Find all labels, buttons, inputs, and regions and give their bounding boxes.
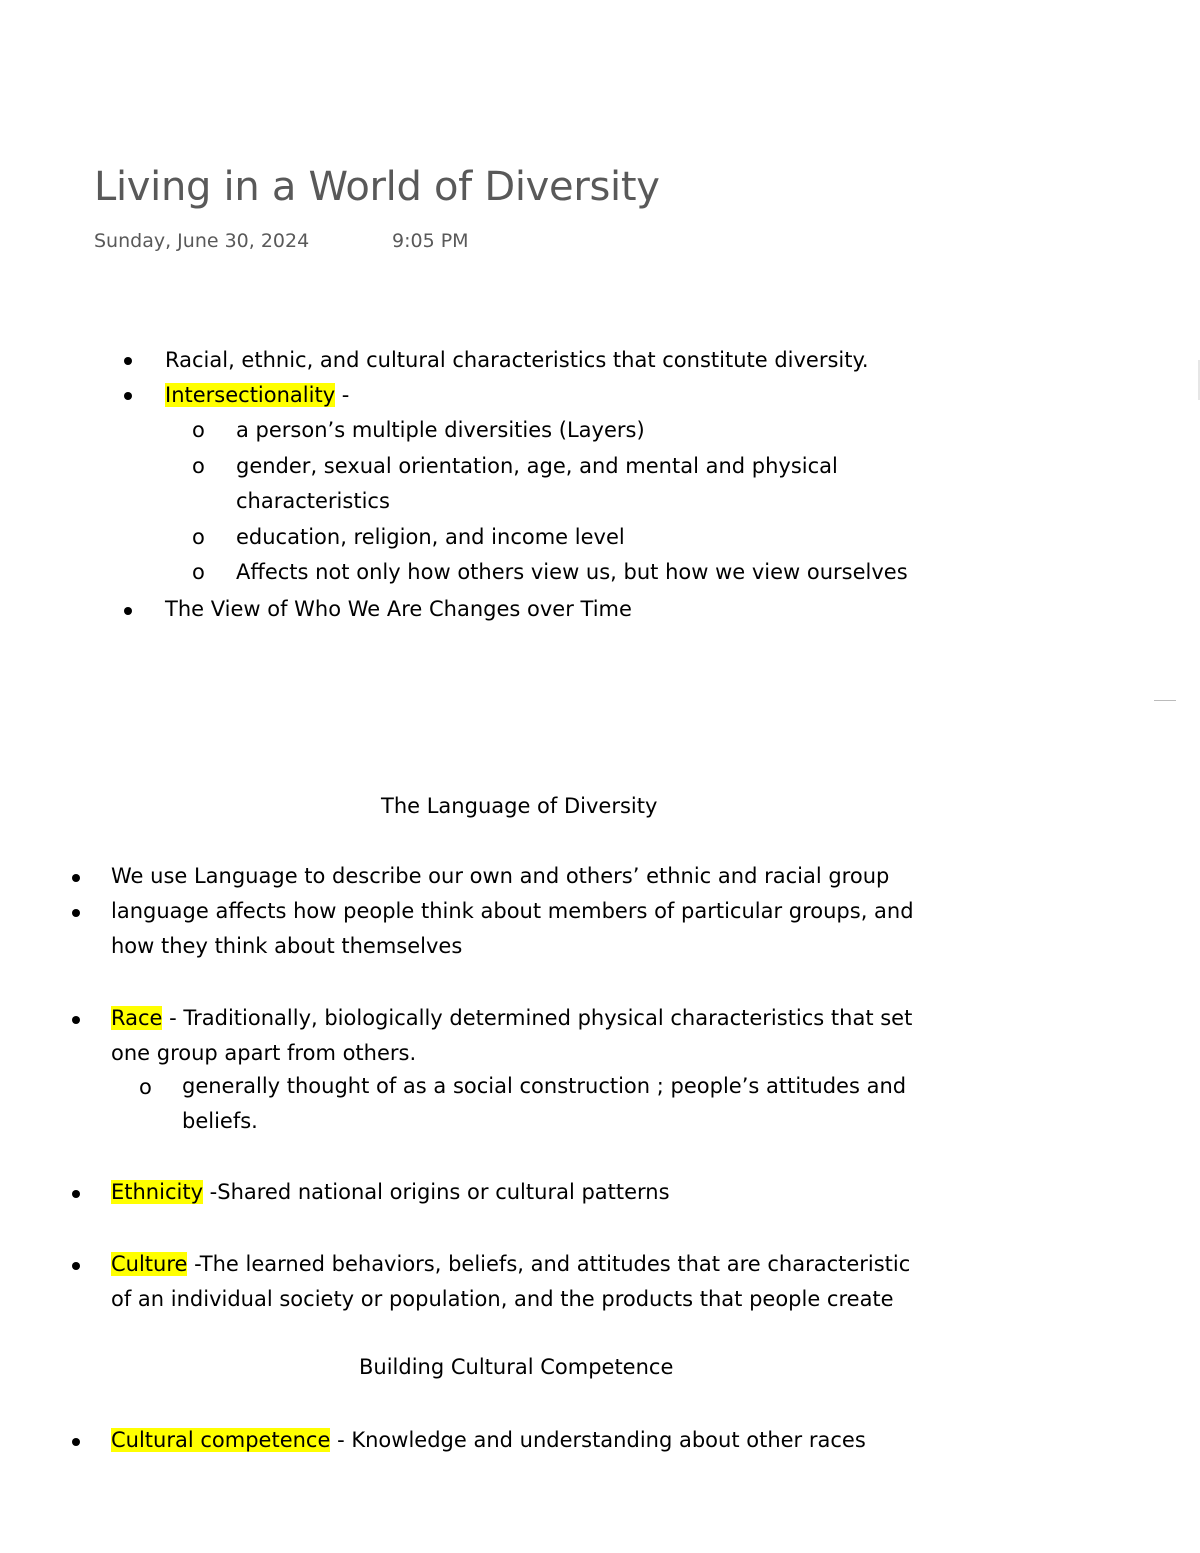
list-item: Intersectionality - — [165, 383, 350, 407]
list-item: Affects not only how others view us, but how we view ourselves — [236, 560, 908, 584]
sub-bullet-marker: o — [139, 1075, 152, 1099]
page-time: 9:05 PM — [392, 230, 469, 252]
list-item: generally thought of as a social construction ; people’s attitudes and — [182, 1074, 907, 1098]
bullet-icon — [72, 1262, 80, 1270]
bullet-icon — [124, 607, 132, 615]
list-item-continuation: how they think about themselves — [111, 934, 463, 958]
list-item: education, religion, and income level — [236, 525, 625, 549]
list-item: The View of Who We Are Changes over Time — [165, 597, 632, 621]
bullet-icon — [124, 357, 132, 365]
list-item: Culture -The learned behaviors, beliefs, and attitudes that are characteristic — [111, 1252, 911, 1276]
sub-bullet-marker: o — [192, 418, 205, 442]
bullet-icon — [72, 1190, 80, 1198]
highlighted-term: Race — [111, 1006, 163, 1030]
bullet-icon — [72, 909, 80, 917]
list-item: language affects how people think about members of particular groups, and — [111, 899, 914, 923]
list-item: Cultural competence - Knowledge and understanding about other races — [111, 1428, 866, 1452]
highlighted-term: Intersectionality — [165, 383, 336, 407]
sub-bullet-marker: o — [192, 560, 205, 584]
page-date: Sunday, June 30, 2024 — [94, 230, 310, 252]
bullet-icon — [72, 1016, 80, 1024]
list-item: Race - Traditionally, biologically determined physical characteristics that set — [111, 1006, 913, 1030]
list-item: gender, sexual orientation, age, and mental and physical — [236, 454, 838, 478]
bullet-icon — [72, 874, 80, 882]
list-item-continuation: of an individual society or population, and the products that people create — [111, 1287, 894, 1311]
cut-off-line — [0, 1424, 1200, 1454]
section-heading: Building Cultural Competence — [359, 1355, 674, 1379]
list-item: Ethnicity -Shared national origins or cultural patterns — [111, 1180, 670, 1204]
list-item-continuation: beliefs. — [182, 1109, 258, 1133]
bullet-icon — [124, 392, 132, 400]
bullet-icon — [72, 1438, 80, 1446]
section-heading: The Language of Diversity — [381, 794, 658, 818]
list-item: We use Language to describe our own and others’ ethnic and racial group — [111, 864, 890, 888]
list-item-continuation: one group apart from others. — [111, 1041, 417, 1065]
highlighted-term: Cultural competence — [111, 1428, 331, 1452]
page-title: Living in a World of Diversity — [94, 164, 660, 210]
highlighted-term: Ethnicity — [111, 1180, 203, 1204]
sub-bullet-marker: o — [192, 525, 205, 549]
highlighted-term: Culture — [111, 1252, 188, 1276]
list-item-continuation: characteristics — [236, 489, 390, 513]
page-edge-dash — [1154, 700, 1176, 701]
list-item: a person’s multiple diversities (Layers) — [236, 418, 645, 442]
sub-bullet-marker: o — [192, 454, 205, 478]
list-item: Racial, ethnic, and cultural characteristics that constitute diversity. — [165, 348, 869, 372]
